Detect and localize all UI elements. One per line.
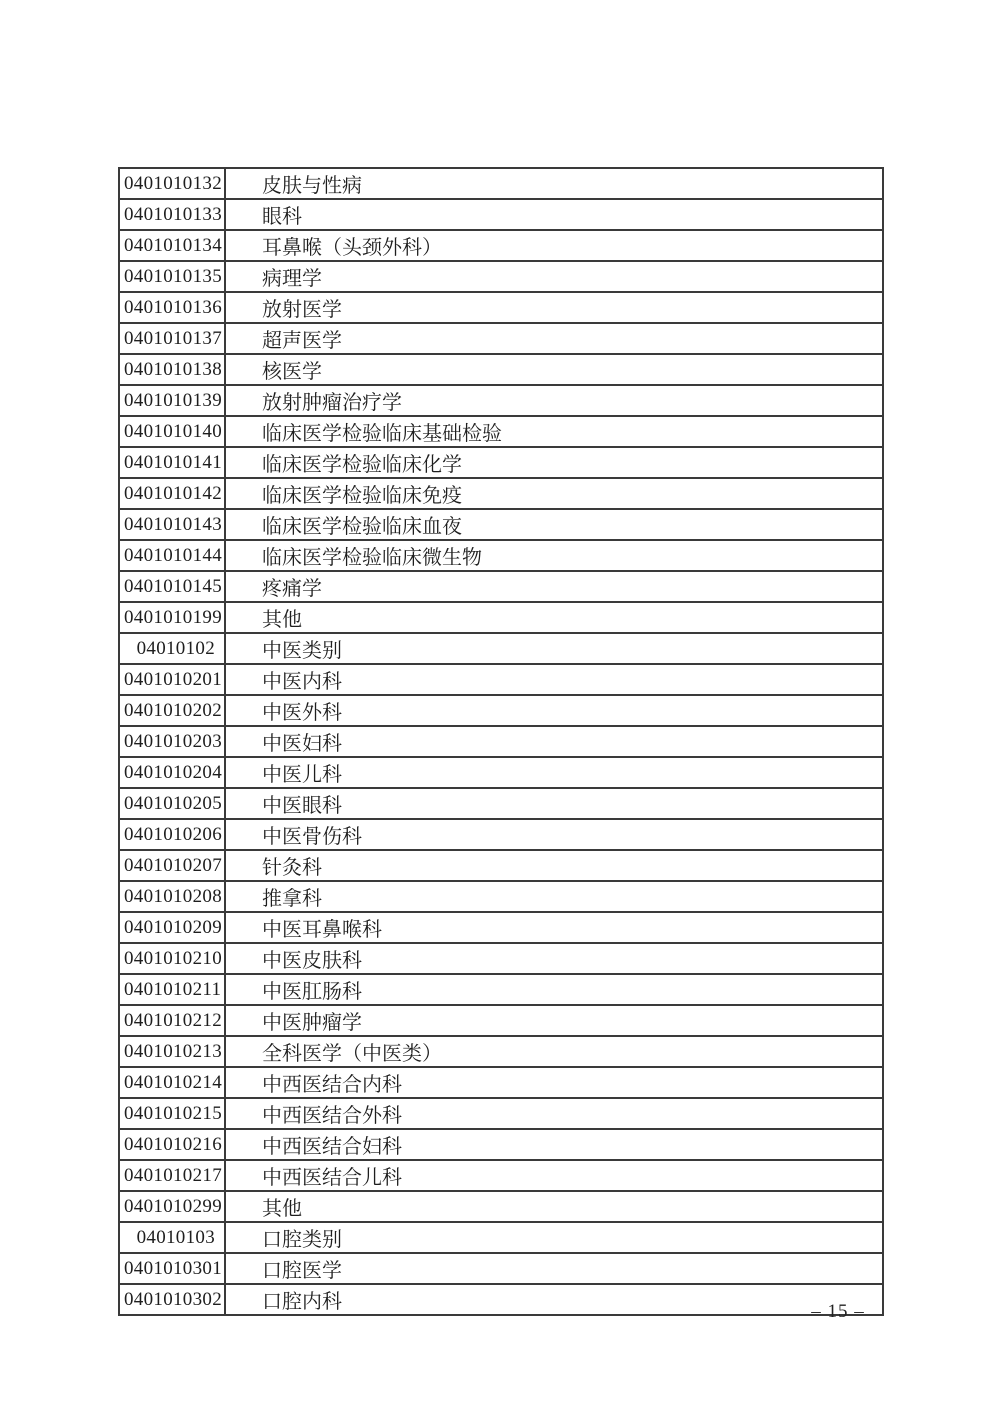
code-cell: 0401010137 bbox=[119, 323, 225, 354]
table-row bbox=[119, 850, 883, 881]
code-cell: 0401010199 bbox=[119, 602, 225, 633]
table-row bbox=[119, 1191, 883, 1222]
name-cell: 口腔内科 bbox=[225, 1284, 883, 1315]
code-cell: 0401010135 bbox=[119, 261, 225, 292]
name-cell: 中西医结合内科 bbox=[225, 1067, 883, 1098]
name-cell: 口腔医学 bbox=[225, 1253, 883, 1284]
table-row bbox=[119, 602, 883, 633]
name-cell: 其他 bbox=[225, 1191, 883, 1222]
code-cell: 0401010143 bbox=[119, 509, 225, 540]
name-cell: 中医内科 bbox=[225, 664, 883, 695]
code-cell: 0401010136 bbox=[119, 292, 225, 323]
table-row bbox=[119, 1253, 883, 1284]
table-row bbox=[119, 168, 883, 199]
table-row bbox=[119, 912, 883, 943]
code-cell: 0401010140 bbox=[119, 416, 225, 447]
name-cell: 中医外科 bbox=[225, 695, 883, 726]
code-cell: 0401010142 bbox=[119, 478, 225, 509]
code-cell: 0401010299 bbox=[119, 1191, 225, 1222]
code-cell: 0401010211 bbox=[119, 974, 225, 1005]
table-row bbox=[119, 943, 883, 974]
table-row bbox=[119, 571, 883, 602]
code-cell: 0401010216 bbox=[119, 1129, 225, 1160]
name-cell: 中西医结合外科 bbox=[225, 1098, 883, 1129]
name-cell: 中医妇科 bbox=[225, 726, 883, 757]
code-cell: 0401010209 bbox=[119, 912, 225, 943]
code-cell: 0401010217 bbox=[119, 1160, 225, 1191]
name-cell: 中医耳鼻喉科 bbox=[225, 912, 883, 943]
name-cell: 临床医学检验临床微生物 bbox=[225, 540, 883, 571]
code-cell: 0401010141 bbox=[119, 447, 225, 478]
name-cell: 眼科 bbox=[225, 199, 883, 230]
table-row bbox=[119, 230, 883, 261]
name-cell: 中医肛肠科 bbox=[225, 974, 883, 1005]
name-cell: 超声医学 bbox=[225, 323, 883, 354]
table-row bbox=[119, 1284, 883, 1315]
code-cell: 0401010214 bbox=[119, 1067, 225, 1098]
name-cell: 耳鼻喉（头颈外科） bbox=[225, 230, 883, 261]
table-row bbox=[119, 974, 883, 1005]
table-row bbox=[119, 292, 883, 323]
name-cell: 其他 bbox=[225, 602, 883, 633]
code-cell: 0401010203 bbox=[119, 726, 225, 757]
name-cell: 临床医学检验临床免疫 bbox=[225, 478, 883, 509]
name-cell: 放射肿瘤治疗学 bbox=[225, 385, 883, 416]
table-row bbox=[119, 1160, 883, 1191]
table-row bbox=[119, 695, 883, 726]
table-row bbox=[119, 1005, 883, 1036]
name-cell: 核医学 bbox=[225, 354, 883, 385]
table-row bbox=[119, 385, 883, 416]
name-cell: 中医类别 bbox=[225, 633, 883, 664]
name-cell: 病理学 bbox=[225, 261, 883, 292]
name-cell: 皮肤与性病 bbox=[225, 168, 883, 199]
name-cell: 临床医学检验临床基础检验 bbox=[225, 416, 883, 447]
table-row bbox=[119, 199, 883, 230]
code-cell: 0401010206 bbox=[119, 819, 225, 850]
name-cell: 中西医结合妇科 bbox=[225, 1129, 883, 1160]
name-cell: 针灸科 bbox=[225, 850, 883, 881]
code-cell: 0401010212 bbox=[119, 1005, 225, 1036]
table-row bbox=[119, 1098, 883, 1129]
code-cell: 0401010133 bbox=[119, 199, 225, 230]
code-cell: 0401010208 bbox=[119, 881, 225, 912]
table-row bbox=[119, 354, 883, 385]
code-cell: 0401010215 bbox=[119, 1098, 225, 1129]
code-cell: 0401010301 bbox=[119, 1253, 225, 1284]
table-row bbox=[119, 757, 883, 788]
name-cell: 口腔类别 bbox=[225, 1222, 883, 1253]
table-row bbox=[119, 788, 883, 819]
table-row bbox=[119, 1129, 883, 1160]
code-cell: 0401010213 bbox=[119, 1036, 225, 1067]
code-cell: 0401010139 bbox=[119, 385, 225, 416]
code-cell: 0401010201 bbox=[119, 664, 225, 695]
name-cell: 中医皮肤科 bbox=[225, 943, 883, 974]
table-row bbox=[119, 633, 883, 664]
table-row bbox=[119, 881, 883, 912]
table-row bbox=[119, 447, 883, 478]
name-cell: 放射医学 bbox=[225, 292, 883, 323]
name-cell: 临床医学检验临床血夜 bbox=[225, 509, 883, 540]
table-row bbox=[119, 819, 883, 850]
table-row bbox=[119, 540, 883, 571]
table-row bbox=[119, 416, 883, 447]
code-cell: 0401010302 bbox=[119, 1284, 225, 1315]
code-cell: 0401010145 bbox=[119, 571, 225, 602]
name-cell: 中医肿瘤学 bbox=[225, 1005, 883, 1036]
name-cell: 中医眼科 bbox=[225, 788, 883, 819]
name-cell: 临床医学检验临床化学 bbox=[225, 447, 883, 478]
code-cell: 04010103 bbox=[119, 1222, 225, 1253]
table-row bbox=[119, 1036, 883, 1067]
code-cell: 0401010207 bbox=[119, 850, 225, 881]
code-cell: 0401010205 bbox=[119, 788, 225, 819]
code-cell: 0401010138 bbox=[119, 354, 225, 385]
table-row bbox=[119, 1222, 883, 1253]
table-row bbox=[119, 478, 883, 509]
table-body bbox=[119, 168, 883, 1315]
table-row bbox=[119, 509, 883, 540]
specialty-code-table bbox=[118, 167, 884, 1316]
table-row bbox=[119, 261, 883, 292]
code-cell: 0401010144 bbox=[119, 540, 225, 571]
table-row bbox=[119, 323, 883, 354]
name-cell: 推拿科 bbox=[225, 881, 883, 912]
table-row bbox=[119, 1067, 883, 1098]
page-number: – 15 – bbox=[811, 1301, 865, 1322]
name-cell: 中西医结合儿科 bbox=[225, 1160, 883, 1191]
code-cell: 0401010132 bbox=[119, 168, 225, 199]
name-cell: 全科医学（中医类） bbox=[225, 1036, 883, 1067]
code-cell: 0401010134 bbox=[119, 230, 225, 261]
code-cell: 04010102 bbox=[119, 633, 225, 664]
name-cell: 疼痛学 bbox=[225, 571, 883, 602]
name-cell: 中医骨伤科 bbox=[225, 819, 883, 850]
table-row bbox=[119, 726, 883, 757]
code-cell: 0401010210 bbox=[119, 943, 225, 974]
table-row bbox=[119, 664, 883, 695]
name-cell: 中医儿科 bbox=[225, 757, 883, 788]
specialty-code-table-container bbox=[118, 167, 882, 1316]
code-cell: 0401010204 bbox=[119, 757, 225, 788]
code-cell: 0401010202 bbox=[119, 695, 225, 726]
